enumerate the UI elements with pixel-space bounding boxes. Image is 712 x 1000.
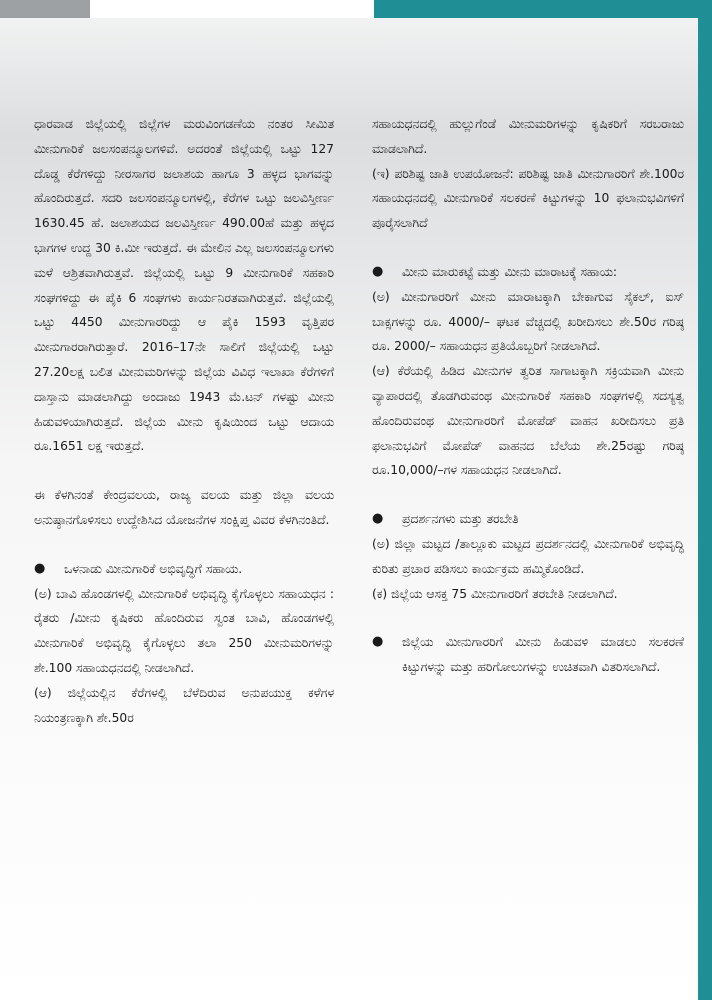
- bullet-exhibitions-training: [372, 507, 684, 532]
- bullet-fish-market: [372, 260, 684, 285]
- right-paragraph-6: (ಕ) ಜಿಲ್ಲೆಯ ಆಸಕ್ತ 75 ಮೀನುಗಾರರಿಗೆ ತರಬೇತಿ ನೀಡಲಾಗಿದೆ.: [372, 586, 618, 601]
- right-teal-band: [698, 0, 712, 1000]
- bullet-text: ಮೀನು ಮಾರುಕಟ್ಟೆ ಮತ್ತು ಮೀನು ಮಾರಾಟಕ್ಕೆ ಸಹಾಯ:: [402, 264, 618, 279]
- bullet-inland-fisheries: [34, 557, 334, 582]
- right-paragraph-4: (ಆ) ಕೆರೆಯಲ್ಲಿ ಹಿಡಿದ ಮೀನುಗಳ ತ್ವರಿತ ಸಾಗಾಟಕ್ಕಾಗಿ ಸಕ್ರಿಯವಾಗಿ ಮೀನು ವ್ಯಾಪಾರದಲ್ಲಿ ತೊಡಗಿರುವಂಥ ಮೀನುಗಾರಿಕೆ ಸಹಕಾರಿ ಸಂಘಗಳಲ್ಲಿ ಸದಸ್ಯತ್ವ ಹೊಂದಿರುವಂಥ ಮೀನುಗಾರರಿಗೆ ಮೋಪೆಡ್ ವಾಹನ ಖರೀದಿಸಲು ಪ್ರತಿ ಫಲಾನುಭವಿಗೆ ಮೋಪೆಡ್ ವಾಹನದ ಬೆಲೆಯ ಶೇ.25ರಷ್ಟು ಗರಿಷ್ಠ ರೂ.10,000/–ಗಳ ಸಹಾಯಧನ ನೀಡಲಾಗಿದೆ.: [372, 364, 684, 478]
- right-paragraph-2: (ಇ) ಪರಿಶಿಷ್ಟ ಜಾತಿ ಉಪಯೋಜನೆ: ಪರಿಶಿಷ್ಟ ಜಾತಿ ಮೀನುಗಾರರಿಗೆ ಶೇ.100ರ ಸಹಾಯಧನದಲ್ಲಿ ಮೀನುಗಾರಿಕೆ ಸಲಕರಣೆ ಕಿಟ್ಟುಗಳನ್ನು 10 ಫಲಾನುಭವಿಗಳಿಗೆ ಪೂರೈಸಲಾಗಿದೆ: [372, 166, 684, 231]
- left-paragraph-4: (ಆ) ಜಿಲ್ಲೆಯಲ್ಲಿನ ಕೆರೆಗಳಲ್ಲಿ ಬೆಳೆದಿರುವ ಅನುಪಯುಕ್ತ ಕಳೆಗಳ ನಿಯಂತ್ರಣಕ್ಕಾಗಿ ಶೇ.50ರ: [34, 685, 334, 725]
- bullet-icon: ●: [34, 560, 46, 576]
- bullet-text: ಪ್ರದರ್ಶನಗಳು ಮತ್ತು ತರಬೇತಿ: [402, 512, 519, 527]
- bullet-icon: ●: [372, 263, 384, 279]
- right-column: [372, 112, 684, 680]
- top-teal-band: [374, 0, 712, 18]
- top-white-band: [90, 0, 374, 18]
- right-paragraph-5: (ಅ) ಜಿಲ್ಲಾ ಮಟ್ಟದ /ತಾಲ್ಲೂಕು ಮಟ್ಟದ ಪ್ರದರ್ಶನದಲ್ಲಿ ಮೀನುಗಾರಿಕೆ ಅಭಿವೃದ್ಧಿ ಕುರಿತು ಪ್ರಚಾರ ಪಡಿಸಲು ಕಾರ್ಯಕ್ರಮ ಹಮ್ಮಿಕೊಂಡಿದೆ.: [372, 536, 684, 576]
- right-paragraph-1: ಸಹಾಯಧನದಲ್ಲಿ ಹುಲ್ಲುಗೆಂಡೆ ಮೀನುಮರಿಗಳನ್ನು ಕೃಷಿಕರಿಗೆ ಸರಬರಾಜು ಮಾಡಲಾಗಿದೆ.: [372, 117, 684, 156]
- bullet-text: ಒಳನಾಡು ಮೀನುಗಾರಿಕೆ ಅಭಿವೃದ್ಧಿಗೆ ಸಹಾಯ.: [64, 561, 243, 576]
- left-paragraph-1: ಧಾರವಾಡ ಜಿಲ್ಲೆಯಲ್ಲಿ ಜಿಲ್ಲೆಗಳ ಮರುವಿಂಗಡಣೆಯ ನಂತರ ಸೀಮಿತ ಮೀನುಗಾರಿಕೆ ಜಲಸಂಪನ್ಮೂಲಗಳಿವೆ. ಅದರಂತೆ ಜಿಲ್ಲೆಯಲ್ಲಿ ಒಟ್ಟು 127 ದೊಡ್ಡ ಕೆರೆಗಳಿದ್ದು ನೀರಸಾಗರ ಜಲಾಶಯ ಹಾಗೂ 3 ಹಳ್ಳದ ಭಾಗವನ್ನು ಹೊಂದಿರುತ್ತದೆ. ಸದರಿ ಜಲಸಂಪನ್ಮೂಲಗಳಲ್ಲಿ, ಕೆರೆಗಳ ಒಟ್ಟು ಜಲವಿಸ್ತೀರ್ಣ 1630.45 ಹೆ. ಜಲಾಶಯದ ಜಲವಿಸ್ತೀರ್ಣ 490.00ಹೆ ಮತ್ತು ಹಳ್ಳದ ಭಾಗಗಳ ಉದ್ದ 30 ಕಿ.ಮೀ ಇರುತ್ತದೆ. ಈ ಮೇಲಿನ ಎಲ್ಲ ಜಲಸಂಪನ್ಮೂಲಗಳು ಮಳೆ ಆಶ್ರಿತವಾಗಿರುತ್ತವೆ. ಜಿಲ್ಲೆಯಲ್ಲಿ ಒಟ್ಟು 9 ಮೀನುಗಾರಿಕೆ ಸಹಕಾರಿ ಸಂಘಗಳಿದ್ದು ಈ ಪೈಕಿ 6 ಸಂಘಗಳು ಕಾರ್ಯನಿರತವಾಗಿರುತ್ತವೆ. ಜಿಲ್ಲೆಯಲ್ಲಿ ಒಟ್ಟು 4450 ಮೀನುಗಾರರಿದ್ದು ಆ ಪೈಕಿ 1593 ವೃತ್ತಿಪರ ಮೀನುಗಾರರಾಗಿರುತ್ತಾರೆ. 2016–17ನೇ ಸಾಲಿಗೆ ಜಿಲ್ಲೆಯಲ್ಲಿ ಒಟ್ಟು 27.20ಲಕ್ಷ ಬಲಿತ ಮೀನುಮರಿಗಳನ್ನು ಜಿಲ್ಲೆಯ ವಿವಿಧ ಇಲಾಖಾ ಕೆರೆಗಳಿಗೆ ದಾಸ್ತಾನು ಮಾಡಲಾಗಿದ್ದು ಅಂದಾಜು 1943 ಮೆ.ಟನ್ ಗಳಷ್ಟು ಮೀನು ಹಿಡುವಳಿಯಾಗಿರುತ್ತದೆ. ಜಿಲ್ಲೆಯ ಮೀನು ಕೃಷಿಯಿಂದ ಒಟ್ಟು ಆದಾಯ ರೂ.1651 ಲಕ್ಷ ಇರುತ್ತದೆ.: [34, 117, 334, 454]
- left-column: [34, 112, 334, 730]
- bullet-icon: ●: [372, 511, 384, 527]
- bullet-text: ಜಿಲ್ಲೆಯ ಮೀನುಗಾರರಿಗೆ ಮೀನು ಹಿಡುವಳಿ ಮಾಡಲು ಸಲಕರಣೆ ಕಿಟ್ಟುಗಳನ್ನು ಮತ್ತು ಹರಿಗೋಲುಗಳನ್ನು ಉಚಿತವಾಗಿ ವಿತರಿಸಲಾಗಿದೆ.: [402, 635, 684, 675]
- right-paragraph-3: (ಅ) ಮೀನುಗಾರರಿಗೆ ಮೀನು ಮಾರಾಟಕ್ಕಾಗಿ ಬೇಕಾಗುವ ಸೈಕಲ್, ಐಸ್ ಬಾಕ್ಸಗಳನ್ನು ರೂ. 4000/– ಘಟಕ ವೆಚ್ಚದಲ್ಲಿ ಖರೀದಿಸಲು ಶೇ.50ರ ಗರಿಷ್ಠ ರೂ. 2000/– ಸಹಾಯಧನ ಪ್ರತಿಯೊಬ್ಬರಿಗೆ ನೀಡಲಾಗಿದೆ.: [372, 289, 684, 354]
- bullet-icon: ●: [372, 634, 384, 650]
- left-paragraph-3: (ಅ) ಬಾವಿ ಹೊಂಡಗಳಲ್ಲಿ ಮೀನುಗಾರಿಕೆ ಅಭಿವೃದ್ಧಿ ಕೈಗೊಳ್ಳಲು ಸಹಾಯಧನ : ರೈತರು /ಮೀನು ಕೃಷಿಕರು ಹೊಂದಿರುವ ಸ್ವಂತ ಬಾವಿ, ಹೊಂಡಗಳಲ್ಲಿ ಮೀನುಗಾರಿಕೆ ಅಭಿವೃದ್ಧಿ ಕೈಗೊಳ್ಳಲು ತಲಾ 250 ಮೀನುಮರಿಗಳನ್ನು ಶೇ.100 ಸಹಾಯಧನದಲ್ಲಿ ನೀಡಲಾಗಿದೆ.: [34, 586, 334, 675]
- top-gray-band: [0, 0, 90, 18]
- bullet-equipment-kits: [372, 630, 684, 680]
- left-paragraph-2: ಈ ಕೆಳಗಿನಂತೆ ಕೇಂದ್ರವಲಯ, ರಾಜ್ಯ ವಲಯ ಮತ್ತು ಜಿಲ್ಲಾ ವಲಯ ಅನುಷ್ಠಾನಗೊಳಿಸಲು ಉದ್ದೇಶಿಸಿದ ಯೋಜನೆಗಳ ಸಂಕ್ಷಿಪ್ತ ವಿವರ ಕೆಳಗಿನಂತಿದೆ.: [34, 488, 334, 527]
